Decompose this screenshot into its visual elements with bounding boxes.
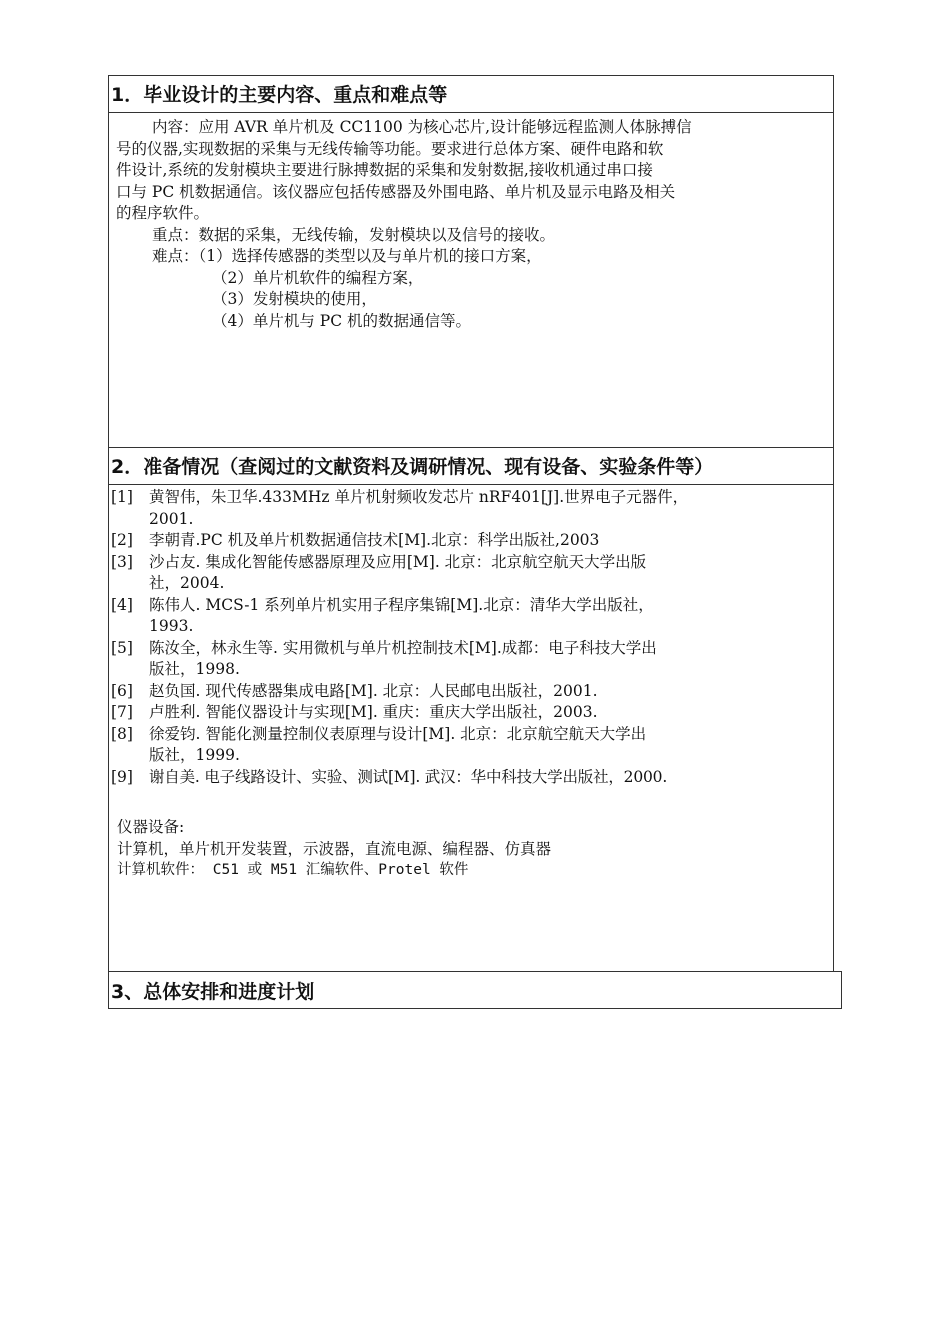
difficulty-row (116, 246, 692, 268)
reference-number: [3] (111, 552, 133, 571)
reference-number: [8] (111, 724, 133, 743)
section2-title: 2．准备情况（查阅过的文献资料及调研情况、现有设备、实验条件等） (111, 456, 714, 478)
content-line: 号的仪器,实现数据的采集与无线传输等功能。要求进行总体方案、硬件电路和软 (116, 139, 664, 158)
reference-item (111, 552, 836, 595)
reference-text: 赵负国. 现代传感器集成电路[M]. 北京：人民邮电出版社，2001. (149, 681, 598, 700)
reference-item (111, 638, 836, 681)
equipment-block (117, 817, 551, 882)
reference-item (111, 681, 836, 703)
content-line: 的程序软件。 (116, 204, 210, 222)
reference-item (111, 530, 836, 552)
difficulty-item: （1）选择传感器的类型以及与单片机的接口方案， (198, 247, 542, 265)
equipment-label: 仪器设备: (117, 818, 185, 836)
reference-text: 沙占友. 集成化智能传感器原理及应用[M]. 北京：北京航空航天大学出版 (149, 552, 647, 571)
section1-title: 1．毕业设计的主要内容、重点和难点等 (111, 84, 448, 106)
reference-item (111, 724, 836, 767)
section1-content (116, 117, 692, 332)
reference-text: 徐爱钧. 智能化测量控制仪表原理与设计[M]. 北京：北京航空航天大学出 (149, 724, 647, 743)
reference-text: 2001. (149, 509, 194, 528)
reference-text: 社，2004. (149, 574, 225, 592)
reference-item (111, 702, 836, 724)
difficulty-item: （2）单片机软件的编程方案， (212, 268, 424, 287)
reference-number: [5] (111, 638, 133, 657)
key-point: 重点：数据的采集，无线传输，发射模块以及信号的接收。 (152, 225, 556, 244)
reference-number: [9] (111, 767, 133, 786)
reference-text: 1993. (149, 617, 194, 635)
reference-text: 陈伟人. MCS-1 系列单片机实用子程序集锦[M].北京：清华大学出版社， (149, 595, 654, 614)
difficulty-label: 难点： (152, 247, 199, 265)
section3-title: 3、总体安排和进度计划 (111, 981, 315, 1003)
difficulty-item: （4）单片机与 PC 机的数据通信等。 (212, 311, 472, 330)
reference-text: 卢胜利. 智能仪器设计与实现[M]. 重庆：重庆大学出版社，2003. (149, 703, 598, 721)
reference-number: [7] (111, 703, 133, 721)
reference-list (111, 487, 836, 788)
reference-text: 谢自美. 电子线路设计、实验、测试[M]. 武汉：华中科技大学出版社，2000. (149, 767, 668, 786)
reference-number: [4] (111, 595, 133, 614)
software-list: 计算机软件： C51 或 M51 汇编软件、Protel 软件 (117, 862, 469, 878)
reference-text: 陈汝全，林永生等. 实用微机与单片机控制技术[M].成都：电子科技大学出 (149, 638, 657, 657)
reference-number: [6] (111, 681, 133, 700)
content-line: 内容：应用 AVR 单片机及 CC1100 为核心芯片,设计能够远程监测人体脉搏信 (152, 118, 692, 136)
reference-item (111, 487, 836, 530)
difficulty-item: （3）发射模块的使用， (212, 290, 377, 308)
reference-number: [1] (111, 488, 133, 506)
equipment-list: 计算机，单片机开发装置，示波器，直流电源、编程器、仿真器 (117, 839, 552, 858)
reference-text: 版社，1999. (149, 746, 240, 764)
reference-item (111, 767, 836, 789)
reference-number: [2] (111, 531, 133, 549)
content-line: 件设计,系统的发射模块主要进行脉搏数据的采集和发射数据,接收机通过串口接 (116, 161, 653, 179)
content-line: 口与 PC 机数据通信。该仪器应包括传感器及外围电路、单片机及显示电路及相关 (116, 182, 676, 201)
reference-item (111, 595, 836, 638)
reference-text: 李朝青.PC 机及单片机数据通信技术[M].北京：科学出版社,2003 (149, 531, 600, 549)
reference-text: 黄智伟，朱卫华.433MHz 单片机射频收发芯片 nRF401[J].世界电子元器件， (149, 488, 689, 506)
reference-text: 版社，1998. (149, 660, 240, 678)
